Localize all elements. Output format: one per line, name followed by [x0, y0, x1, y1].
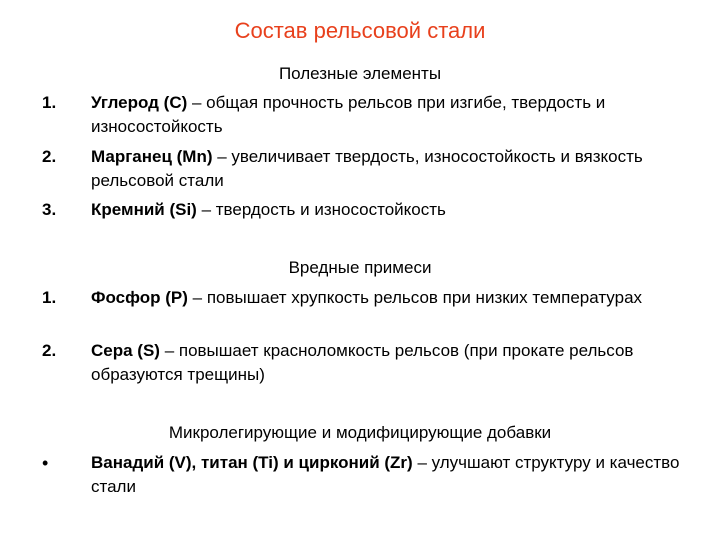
element-name: Кремний (Si) — [91, 200, 197, 219]
list-number: 2. — [42, 341, 57, 360]
element-description: – улучшают структуру и качество стали — [91, 453, 680, 496]
element-name: Углерод (С) — [91, 93, 188, 112]
list-item — [42, 339, 682, 387]
useful-elements-heading: Полезные элементы — [278, 64, 442, 83]
element-name: Марганец (Mn) — [91, 147, 213, 166]
list-item — [42, 198, 682, 222]
list-number: 1. — [42, 93, 57, 112]
slide-title: Состав рельсовой стали — [234, 18, 486, 43]
list-item — [42, 91, 682, 139]
element-name: Фосфор (Р) — [91, 288, 188, 307]
element-description: – общая прочность рельсов при изгибе, твердость и износостойкость — [91, 93, 606, 136]
element-name: Сера (S) — [91, 341, 160, 360]
bullet-marker: • — [42, 453, 49, 473]
element-name: Ванадий (V), титан (Ti) и цирконий (Zr) — [91, 453, 413, 472]
list-item — [42, 145, 682, 193]
element-description: – повышает хрупкость рельсов при низких температурах — [187, 288, 643, 307]
harmful-impurities-heading: Вредные примеси — [288, 258, 432, 277]
element-description: – увеличивает твердость, износостойкость и вязкость рельсовой стали — [91, 147, 643, 190]
list-number: 1. — [42, 288, 57, 307]
element-description: – повышает красноломкость рельсов (при прокате рельсов образуются трещины) — [91, 341, 634, 384]
list-item — [42, 451, 682, 499]
additives-heading: Микролегирующие и модифицирующие добавки — [168, 423, 552, 442]
list-number: 2. — [42, 147, 57, 166]
list-item — [42, 286, 682, 310]
list-number: 3. — [42, 200, 57, 219]
element-description: – твердость и износостойкость — [196, 200, 446, 219]
